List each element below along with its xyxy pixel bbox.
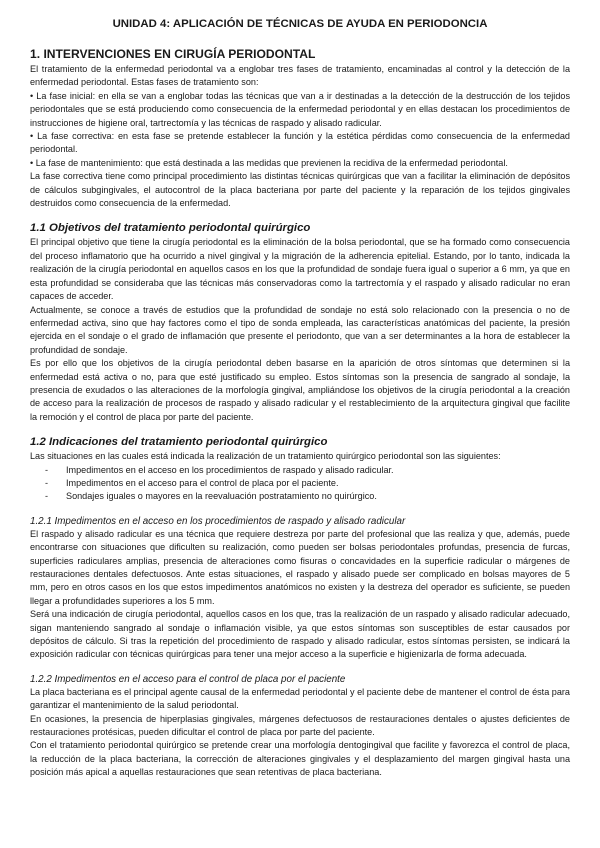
spacer bbox=[30, 504, 570, 516]
section-1-paragraph: La fase correctiva tiene como principal procedimiento las distintas técnicas quirúrgicas que van a facilitar la eliminación de depósitos de cálculos subgingivales, el autocontrol de la placa bacteriana por parte del paciente y la reparación de los tejidos gingivales destruidos como consecuencia de la enfermedad. bbox=[30, 171, 570, 209]
section-1-1-heading: 1.1 Objetivos del tratamiento periodontal quirúrgico bbox=[30, 222, 311, 235]
list-item-text: Impedimentos en el acceso para el control de placa por el paciente. bbox=[66, 477, 339, 488]
section-1-paragraph: • La fase inicial: en ella se van a englobar todas las técnicas que van a ir destinadas a la detección de la destrucción de los tejidos periodontales que se está produciendo como consecuencia de la enfermedad periodontal y en ellas destacan los procedimientos de instrucciones de higiene oral, tartrectomía y las técnicas de raspado y alisado radicular. bbox=[30, 90, 570, 128]
section-1-2-1-heading: 1.2.1 Impedimentos en el acceso en los procedimientos de raspado y alisado radicular bbox=[30, 515, 406, 527]
spacer bbox=[30, 210, 570, 222]
spacer bbox=[30, 662, 570, 674]
list-item bbox=[45, 490, 570, 503]
section-1-2-2-paragraph: Con el tratamiento periodontal quirúrgico se pretende crear una morfología dentogingival que facilite y favorezca el control de placa, la reducción de la placa bacteriana, la corrección de alteraciones gingivales y el desplazamiento del margen gingival hasta una posición más apical a aquellas restauraciones que sean retentivas de placa bacteriana. bbox=[30, 740, 570, 778]
document-title: UNIDAD 4: APLICACIÓN DE TÉCNICAS DE AYUDA EN PERIODONCIA bbox=[112, 18, 488, 30]
list-marker: - bbox=[45, 477, 49, 488]
section-1-heading: 1. INTERVENCIONES EN CIRUGÍA PERIODONTAL bbox=[30, 47, 316, 61]
section-1-paragraph: El tratamiento de la enfermedad periodontal va a englobar tres fases de tratamiento, encaminadas al control y la detección de la enfermedad periodontal. Estas fases de tratamiento son: bbox=[30, 64, 570, 88]
section-1-2-heading: 1.2 Indicaciones del tratamiento periodontal quirúrgico bbox=[30, 436, 328, 449]
section-1-paragraph: • La fase de mantenimiento: que está destinada a las medidas que previenen la recidiva de la enfermedad periodontal. bbox=[30, 157, 508, 168]
section-1-1-paragraph: Es por ello que los objetivos de la cirugía periodontal deben basarse en la aparición de otros síntomas que determinen si la enfermedad está activa o no, para que esté justificado su empleo. Estos síntomas son la presencia de sangrado al sondaje, la presencia de exudados o las alteraciones de la morfología gingival, ampliándose los objetivos de la cirugía periodontal a la creación de acceso para la realización de procesos de raspado y alisado radicular y el restablecimiento de la arquitectura gingival que facilite la remoción y el control de placa por parte del paciente. bbox=[30, 358, 570, 422]
list-item-text: Sondajes iguales o mayores en la reevaluación postratamiento no quirúrgico. bbox=[66, 491, 377, 502]
list-marker: - bbox=[45, 491, 49, 502]
list-marker: - bbox=[45, 464, 49, 475]
list-item bbox=[45, 464, 570, 477]
section-1-1-paragraph: El principal objetivo que tiene la cirugía periodontal es la eliminación de la bolsa periodontal, que se ha formado como consecuencia del proceso inflamatorio que ha ocurrido a nivel gingival y la migración de la adherencia epitelial. Estando, por lo tanto, indicada la realización de la cirugía periodontal en aquellos casos en los que la profundidad de sondaje fuera igual o superior a 6 mm, ya que en esta profundidad se consideraba que las técnicas más conservadoras como la tartrectomía y el raspado y alisado radicular no eran capaces de acceder. bbox=[30, 237, 570, 302]
section-1-2-2-paragraph: En ocasiones, la presencia de hiperplasias gingivales, márgenes defectuosos de restauraciones dentales o ajustes deficientes de restauraciones protésicas, pueden dificultar el control de placa por parte del paciente. bbox=[30, 713, 570, 738]
indications-list bbox=[30, 464, 570, 504]
section-1-paragraph: • La fase correctiva: en esta fase se pretende establecer la función y la estética pérdidas como consecuencia de la enfermedad periodontal. bbox=[30, 131, 570, 155]
section-1-1-paragraph: Actualmente, se conoce a través de estudios que la profundidad de sondaje no está solo relacionado con la presencia o no de enfermedad activa, sino que hay factores como el tipo de sonda empleada, las características anatómicas del paciente, la presión ejercida en el sondaje o el grado de inflamación que presente el periodonto, que van a ser determinantes a la hora de establecer la profundidad de sondaje. bbox=[30, 304, 570, 355]
section-1-2-intro: Las situaciones en las cuales está indicada la realización de un tratamiento quirúrgico periodontal son las siguientes: bbox=[30, 451, 501, 462]
section-1-2-2-heading: 1.2.2 Impedimentos en el acceso para el control de placa por el paciente bbox=[30, 673, 346, 685]
list-item bbox=[45, 477, 570, 490]
list-item-text: Impedimentos en el acceso en los procedimientos de raspado y alisado radicular. bbox=[66, 464, 394, 475]
section-1-2-2-paragraph: La placa bacteriana es el principal agente causal de la enfermedad periodontal y el paciente debe de mantener el control de ésta para garantizar el mantenimiento de la salud periodontal. bbox=[30, 686, 570, 711]
section-1-2-1-paragraph: Será una indicación de cirugía periodontal, aquellos casos en los que, tras la realización de un raspado y alisado radicular adecuado, sigan manteniendo sangrado al sondaje o inflamación visible, ya que estos síntomas son susceptibles de estar causados por depósitos de cálculo. Si tras la repetición del procedimiento de raspado y alisado radicular, estos síntomas persisten, se indicará la exposición radicular con técnicas quirúrgicas para tener una mejor acceso a la superficie e higienizarla de forma adecuada. bbox=[30, 609, 570, 660]
spacer bbox=[30, 424, 570, 436]
section-1-2-1-paragraph: El raspado y alisado radicular es una técnica que requiere destreza por parte del profesional que las realiza y que, además, puede encontrarse con situaciones que dificulten su realización, como pueden ser bolsas periodontales profundas, presencia de furcas, superficies radiculares amplias, presencia de alteraciones como fisuras o concavidades en la superficie radicular o márgenes de restauraciones dentales defectuosos. Ante estas situaciones, el raspado y alisado puede ser complicado en bolsas mayores de 5 mm, pero en otros casos en los que estos impedimentos anatómicos no existen y la destreza del operador es suficiente, se pueden llegar a profundidades superiores a los 5 mm. bbox=[30, 528, 570, 606]
